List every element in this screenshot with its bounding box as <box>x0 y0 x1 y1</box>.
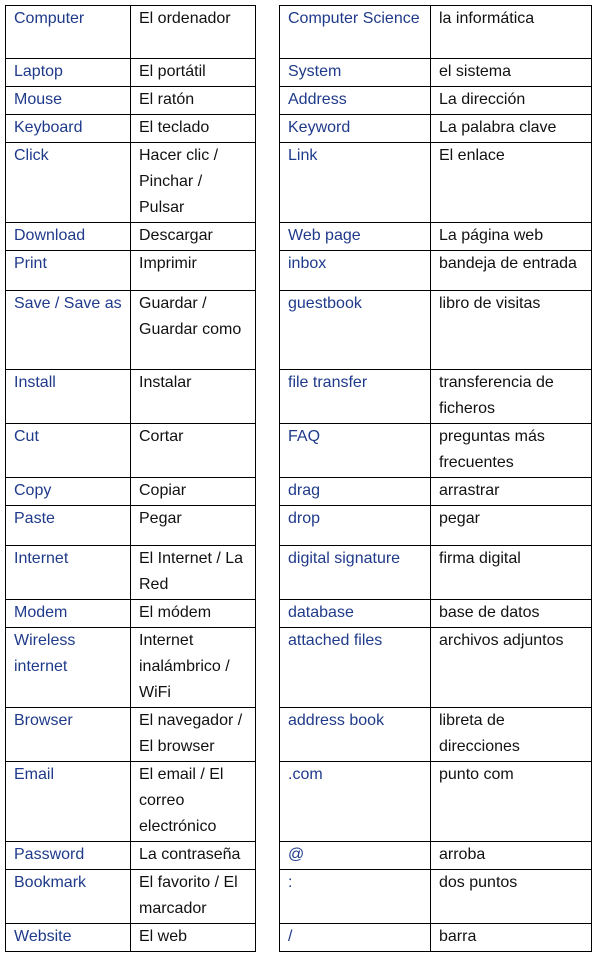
vocabulary-table <box>5 5 592 952</box>
english-term: guestbook <box>280 291 431 370</box>
english-term: : <box>280 870 431 924</box>
table-row <box>6 143 592 223</box>
spanish-term: La dirección <box>431 87 592 115</box>
english-term: Email <box>6 762 131 842</box>
column-gap <box>256 424 280 478</box>
spanish-term: punto com <box>431 762 592 842</box>
english-term: Modem <box>6 600 131 628</box>
english-term: Website <box>6 924 131 952</box>
spanish-term: La página web <box>431 223 592 251</box>
column-gap <box>256 628 280 708</box>
spanish-term: El ratón <box>131 87 256 115</box>
column-gap <box>256 870 280 924</box>
english-term: Keyboard <box>6 115 131 143</box>
column-gap <box>256 223 280 251</box>
spanish-term: libreta de direcciones <box>431 708 592 762</box>
spanish-term: El módem <box>131 600 256 628</box>
english-term: drag <box>280 478 431 506</box>
column-gap <box>256 6 280 59</box>
english-term: file transfer <box>280 370 431 424</box>
spanish-term: libro de visitas <box>431 291 592 370</box>
english-term: Bookmark <box>6 870 131 924</box>
column-gap <box>256 762 280 842</box>
table-row <box>6 870 592 924</box>
english-term: .com <box>280 762 431 842</box>
spanish-term: Instalar <box>131 370 256 424</box>
vocabulary-table-body <box>6 6 592 952</box>
spanish-term: base de datos <box>431 600 592 628</box>
column-gap <box>256 87 280 115</box>
english-term: @ <box>280 842 431 870</box>
spanish-term: El web <box>131 924 256 952</box>
english-term: Internet <box>6 546 131 600</box>
column-gap <box>256 143 280 223</box>
table-row <box>6 6 592 59</box>
english-term: database <box>280 600 431 628</box>
spanish-term: El favorito / El marcador <box>131 870 256 924</box>
spanish-term: El navegador / El browser <box>131 708 256 762</box>
column-gap <box>256 478 280 506</box>
spanish-term: archivos adjuntos <box>431 628 592 708</box>
column-gap <box>256 291 280 370</box>
spanish-term: preguntas más frecuentes <box>431 424 592 478</box>
spanish-term: Cortar <box>131 424 256 478</box>
english-term: Laptop <box>6 59 131 87</box>
english-term: Password <box>6 842 131 870</box>
spanish-term: la informática <box>431 6 592 59</box>
english-term: attached files <box>280 628 431 708</box>
column-gap <box>256 546 280 600</box>
column-gap <box>256 506 280 546</box>
english-term: Address <box>280 87 431 115</box>
table-row <box>6 708 592 762</box>
spanish-term: arroba <box>431 842 592 870</box>
spanish-term: La palabra clave <box>431 115 592 143</box>
spanish-term: bandeja de entrada <box>431 251 592 291</box>
table-row <box>6 370 592 424</box>
english-term: Print <box>6 251 131 291</box>
spanish-term: El enlace <box>431 143 592 223</box>
table-row <box>6 762 592 842</box>
english-term: FAQ <box>280 424 431 478</box>
spanish-term: barra <box>431 924 592 952</box>
table-row <box>6 924 592 952</box>
spanish-term: La contraseña <box>131 842 256 870</box>
table-row <box>6 478 592 506</box>
spanish-term: pegar <box>431 506 592 546</box>
english-term: Save / Save as <box>6 291 131 370</box>
spanish-term: Hacer clic / Pinchar / Pulsar <box>131 143 256 223</box>
table-row <box>6 424 592 478</box>
table-row <box>6 251 592 291</box>
english-term: Cut <box>6 424 131 478</box>
english-term: / <box>280 924 431 952</box>
english-term: Browser <box>6 708 131 762</box>
table-row <box>6 546 592 600</box>
spanish-term: Descargar <box>131 223 256 251</box>
english-term: Computer <box>6 6 131 59</box>
table-row <box>6 842 592 870</box>
english-term: Link <box>280 143 431 223</box>
spanish-term: El ordenador <box>131 6 256 59</box>
english-term: Copy <box>6 478 131 506</box>
spanish-term: arrastrar <box>431 478 592 506</box>
english-term: System <box>280 59 431 87</box>
table-row <box>6 59 592 87</box>
english-term: Web page <box>280 223 431 251</box>
column-gap <box>256 600 280 628</box>
spanish-term: Guardar / Guardar como <box>131 291 256 370</box>
table-row <box>6 87 592 115</box>
column-gap <box>256 842 280 870</box>
spanish-term: El teclado <box>131 115 256 143</box>
column-gap <box>256 251 280 291</box>
spanish-term: firma digital <box>431 546 592 600</box>
spanish-term: Copiar <box>131 478 256 506</box>
spanish-term: Imprimir <box>131 251 256 291</box>
english-term: Mouse <box>6 87 131 115</box>
table-row <box>6 115 592 143</box>
spanish-term: Internet inalámbrico / WiFi <box>131 628 256 708</box>
column-gap <box>256 924 280 952</box>
english-term: Click <box>6 143 131 223</box>
spanish-term: dos puntos <box>431 870 592 924</box>
spanish-term: El portátil <box>131 59 256 87</box>
english-term: inbox <box>280 251 431 291</box>
english-term: drop <box>280 506 431 546</box>
column-gap <box>256 59 280 87</box>
spanish-term: El Internet / La Red <box>131 546 256 600</box>
english-term: Wireless internet <box>6 628 131 708</box>
table-row <box>6 223 592 251</box>
spanish-term: El email / El correo electrónico <box>131 762 256 842</box>
column-gap <box>256 708 280 762</box>
column-gap <box>256 115 280 143</box>
english-term: address book <box>280 708 431 762</box>
table-row <box>6 506 592 546</box>
spanish-term: el sistema <box>431 59 592 87</box>
english-term: Download <box>6 223 131 251</box>
english-term: Paste <box>6 506 131 546</box>
spanish-term: transferencia de ficheros <box>431 370 592 424</box>
spanish-term: Pegar <box>131 506 256 546</box>
english-term: Keyword <box>280 115 431 143</box>
english-term: digital signature <box>280 546 431 600</box>
english-term: Computer Science <box>280 6 431 59</box>
table-row <box>6 291 592 370</box>
table-row <box>6 628 592 708</box>
column-gap <box>256 370 280 424</box>
table-row <box>6 600 592 628</box>
english-term: Install <box>6 370 131 424</box>
